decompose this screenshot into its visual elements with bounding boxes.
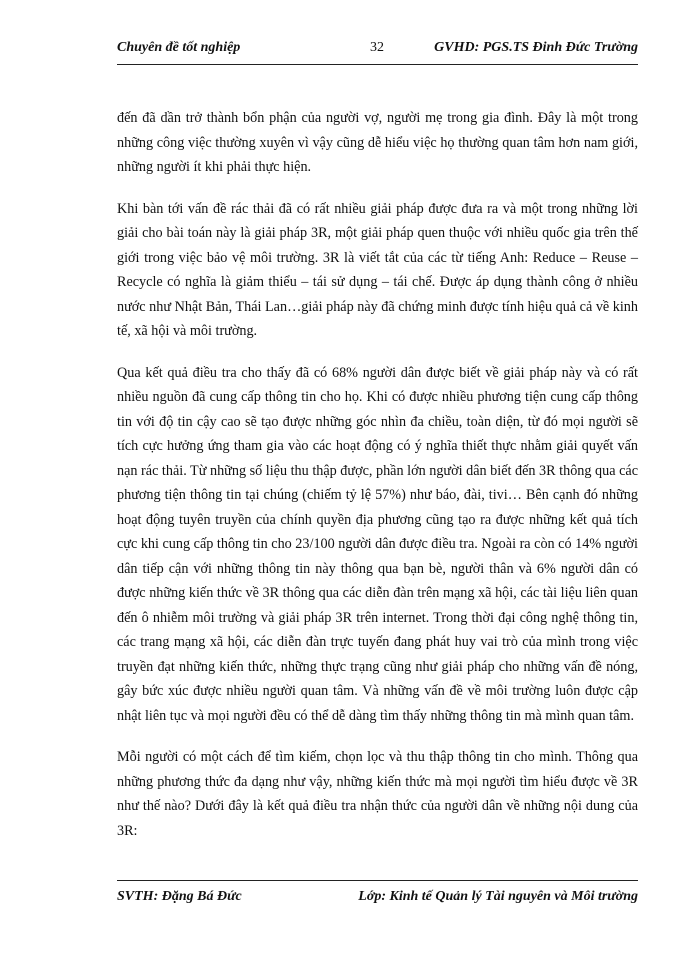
student-name: SVTH: Đặng Bá Đức xyxy=(117,889,242,904)
paragraph: đến đã dần trở thành bổn phận của người vợ, người mẹ trong gia đình. Đây là một trong những công việc thường xuyên vì vậy cũng dễ hiểu việc họ thường quan tâm hơn nam giới, những người ít khi phải thực hiện. xyxy=(117,110,638,175)
supervisor: GVHD: PGS.TS Đinh Đức Trường xyxy=(434,40,638,55)
page-number: 32 xyxy=(370,40,384,55)
thesis-title: Chuyên đề tốt nghiệp xyxy=(117,40,241,55)
class-name: Lớp: Kinh tế Quản lý Tài nguyên và Môi trường xyxy=(358,889,638,904)
body-text xyxy=(117,106,638,860)
paragraph: Khi bàn tới vấn đề rác thải đã có rất nhiều giải pháp được đưa ra và một trong những lời giải cho bài toán này là giải pháp 3R, một giải pháp quen thuộc với nhiều quốc gia trên thế giới trong việc bảo vệ môi trường. 3R là viết tắt của các từ tiếng Anh: Reduce – Reuse – Recycle có nghĩa là giảm thiểu – tái sử dụng – tái chế. Được áp dụng thành công ở nhiều nước như Nhật Bản, Thái Lan…giải pháp này đã chứng minh được tính hiệu quả cả về kinh tế, xã hội và môi trường. xyxy=(117,200,638,339)
paragraph: Mỗi người có một cách để tìm kiếm, chọn lọc và thu thập thông tin cho mình. Thông qua những phương thức đa dạng như vậy, những kiến thức mà mọi người tìm hiểu được về 3R như thế nào? Dưới đây là kết quả điều tra nhận thức của người dân về những nội dung của 3R: xyxy=(117,749,638,839)
page-footer xyxy=(117,880,638,915)
page-header xyxy=(117,30,638,65)
paragraph: Qua kết quả điều tra cho thấy đã có 68% người dân được biết về giải pháp này và có rất nhiều nguồn đã cung cấp thông tin cho họ. Khi có được nhiều phương tiện cung cấp thông tin với độ tin cậy cao sẽ tạo được những góc nhìn đa chiều, toàn diện, từ đó mọi người sẽ tích cực hưởng ứng tham gia vào các hoạt động có ý nghĩa thiết thực nhằm giải quyết vấn nạn rác thải. Từ những số liệu thu thập được, phần lớn người dân biết đến 3R thông qua các phương tiện thông tin tại chúng (chiếm tỷ lệ 57%) như báo, đài, tivi… Bên cạnh đó những hoạt động tuyên truyền của chính quyền địa phương cũng tạo ra được những kết quả tích cực khi cung cấp thông tin cho 23/100 người dân được điều tra. Ngoài ra còn có 14% người dân tiếp cận với những thông tin này thông qua bạn bè, người thân và 6% người dân có được những kiến thức về 3R thông qua các diễn đàn trên mạng xã hội, các tài liệu liên quan đến ô nhiễm môi trường và giải pháp 3R trên internet. Trong thời đại công nghệ thông tin, các trang mạng xã hội, các diễn đàn trực tuyến đang phát huy vai trò của mình trong việc truyền đạt những kiến thức, những thực trạng cũng như giải pháp cho những vấn đề nóng, gây bức xúc được nhiều người quan tâm. Và những vấn đề về môi trường luôn được cập nhật liên tục và mọi người đều có thể dễ dàng tìm thấy những thông tin mà mình quan tâm. xyxy=(117,364,638,724)
